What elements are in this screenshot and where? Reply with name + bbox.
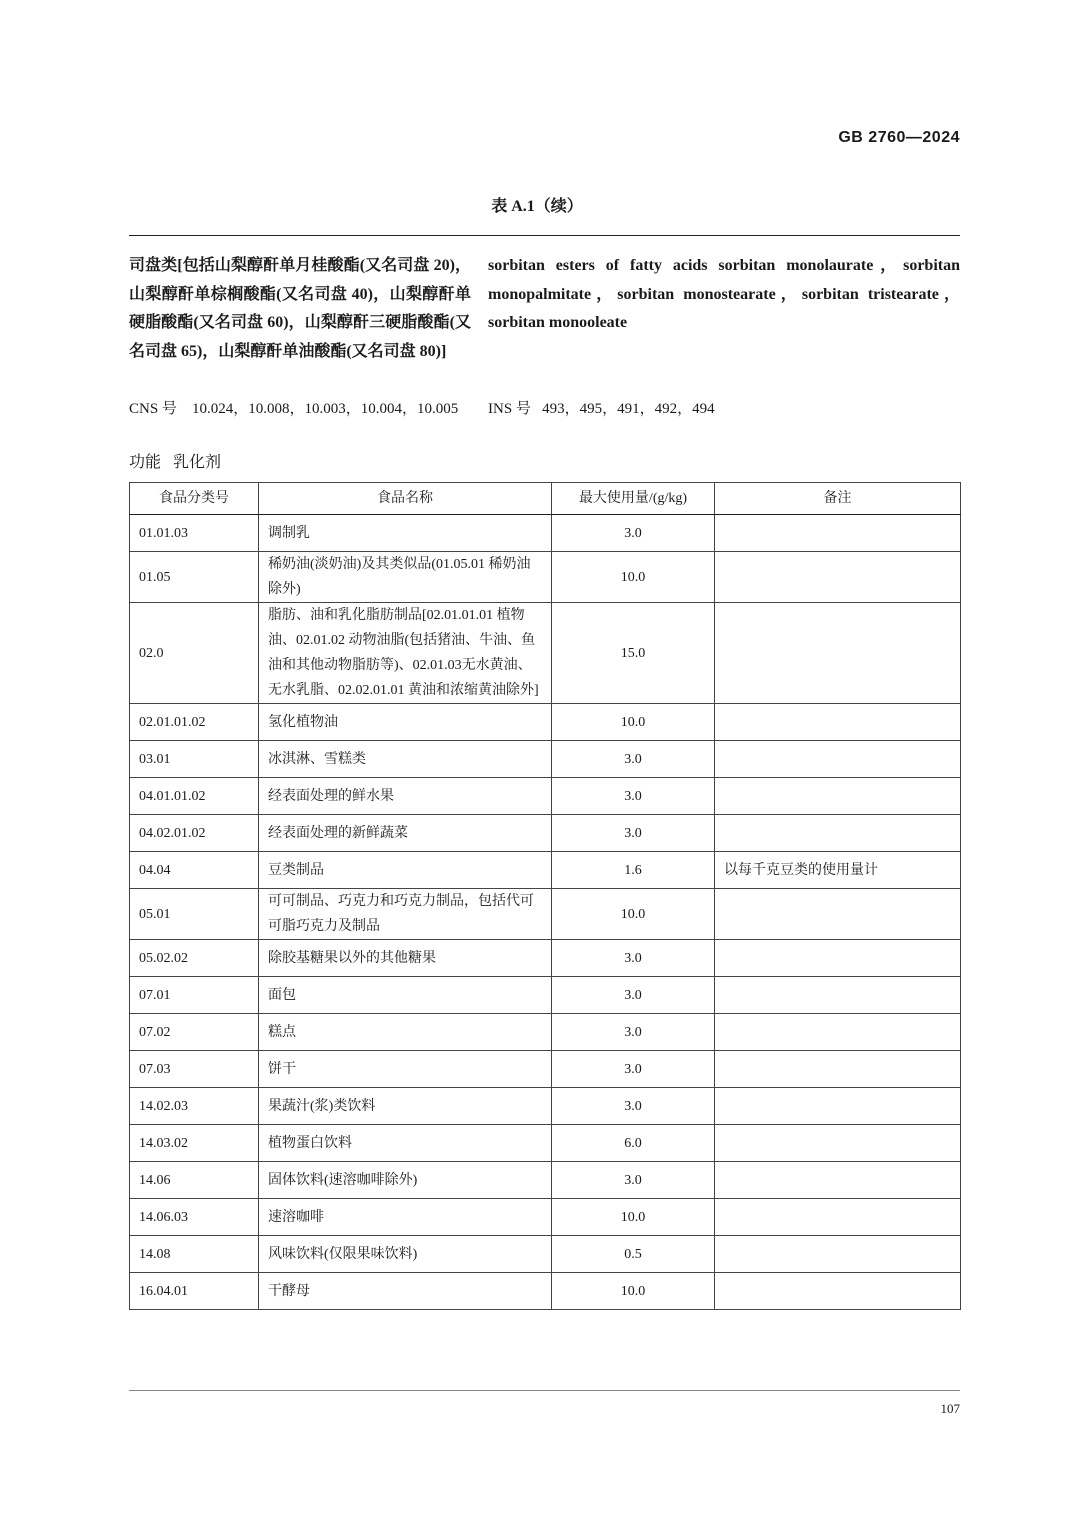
food-name-cell: 果蔬汁(浆)类饮料: [259, 1088, 552, 1125]
remarks-cell: [715, 1199, 961, 1236]
top-rule: [129, 235, 960, 236]
category-code-cell: 04.04: [130, 852, 259, 889]
remarks-cell: [715, 778, 961, 815]
ins-label: INS 号: [488, 401, 531, 417]
food-name-cell: 饼干: [259, 1051, 552, 1088]
ins-value: 493，495，491，492，494: [542, 401, 715, 417]
cns-number: [129, 395, 474, 423]
remarks-cell: [715, 1014, 961, 1051]
food-name-cell: 脂肪、油和乳化脂肪制品[02.01.01.01 植物油、02.01.02 动物油脂(包括猪油、牛油、鱼油和其他动物脂肪等)、02.01.03无水黄油、无水乳脂、02.02.01.01 黄油和浓缩黄油除外]: [259, 603, 552, 704]
max-usage-cell: 3.0: [552, 515, 715, 552]
table-row: [130, 977, 961, 1014]
remarks-cell: [715, 815, 961, 852]
table-row: [130, 778, 961, 815]
cns-label: CNS 号: [129, 401, 177, 417]
food-name-cell: 稀奶油(淡奶油)及其类似品(01.05.01 稀奶油除外): [259, 552, 552, 603]
food-name-cell: 固体饮料(速溶咖啡除外): [259, 1162, 552, 1199]
category-code-cell: 14.03.02: [130, 1125, 259, 1162]
cns-value: 10.024，10.008，10.003，10.004，10.005: [191, 401, 459, 417]
category-code-cell: 02.01.01.02: [130, 704, 259, 741]
table-row: [130, 552, 961, 603]
food-name-cell: 冰淇淋、雪糕类: [259, 741, 552, 778]
table-row: [130, 815, 961, 852]
table-row: [130, 1051, 961, 1088]
max-usage-cell: 1.6: [552, 852, 715, 889]
max-usage-cell: 6.0: [552, 1125, 715, 1162]
column-header-max-usage: 最大使用量/(g/kg): [552, 483, 715, 515]
function: [129, 451, 221, 475]
food-name-cell: 豆类制品: [259, 852, 552, 889]
max-usage-cell: 15.0: [552, 603, 715, 704]
category-code-cell: 01.01.03: [130, 515, 259, 552]
food-name-cell: 氢化植物油: [259, 704, 552, 741]
max-usage-cell: 3.0: [552, 1162, 715, 1199]
remarks-cell: [715, 741, 961, 778]
food-name-cell: 调制乳: [259, 515, 552, 552]
table-row: [130, 1273, 961, 1310]
function-value: 乳化剂: [173, 454, 222, 471]
category-code-cell: 04.02.01.02: [130, 815, 259, 852]
table-row: [130, 1125, 961, 1162]
table-row: [130, 889, 961, 940]
max-usage-cell: 3.0: [552, 940, 715, 977]
table-row: [130, 704, 961, 741]
category-code-cell: 14.08: [130, 1236, 259, 1273]
additive-english-name: sorbitan esters of fatty acids sorbitan monolaurate，sorbitan monopalmitate，sorbitan monostearate，sorbitan tristearate，sorbitan monooleate: [488, 257, 960, 331]
remarks-cell: [715, 1273, 961, 1310]
max-usage-cell: 0.5: [552, 1236, 715, 1273]
table-row: [130, 515, 961, 552]
food-name-cell: 经表面处理的鲜水果: [259, 778, 552, 815]
remarks-cell: [715, 704, 961, 741]
remarks-cell: [715, 1088, 961, 1125]
table-row: [130, 940, 961, 977]
remarks-cell: [715, 1162, 961, 1199]
category-code-cell: 14.06: [130, 1162, 259, 1199]
category-code-cell: 04.01.01.02: [130, 778, 259, 815]
max-usage-cell: 10.0: [552, 552, 715, 603]
food-name-cell: 面包: [259, 977, 552, 1014]
remarks-cell: [715, 515, 961, 552]
category-code-cell: 05.02.02: [130, 940, 259, 977]
function-label: 功能: [129, 454, 162, 471]
usage-table: [129, 482, 961, 1310]
food-name-cell: 植物蛋白饮料: [259, 1125, 552, 1162]
standard-number: GB 2760—2024: [838, 129, 960, 146]
bottom-rule: [129, 1390, 960, 1391]
food-name-cell: 风味饮料(仅限果味饮料): [259, 1236, 552, 1273]
max-usage-cell: 3.0: [552, 815, 715, 852]
remarks-cell: [715, 1236, 961, 1273]
remarks-cell: [715, 940, 961, 977]
max-usage-cell: 10.0: [552, 889, 715, 940]
category-code-cell: 14.02.03: [130, 1088, 259, 1125]
max-usage-cell: 3.0: [552, 778, 715, 815]
category-code-cell: 16.04.01: [130, 1273, 259, 1310]
food-name-cell: 可可制品、巧克力和巧克力制品，包括代可可脂巧克力及制品: [259, 889, 552, 940]
additive-chinese-name: 司盘类[包括山梨醇酐单月桂酸酯(又名司盘 20)，山梨醇酐单棕榈酸酯(又名司盘 40)，山梨醇酐单硬脂酸酯(又名司盘 60)，山梨醇酐三硬脂酸酯(又名司盘 65)，山梨醇酐单油酸酯(又名司盘 80)]: [129, 257, 471, 360]
page-number: 107: [940, 1401, 960, 1416]
remarks-cell: [715, 889, 961, 940]
remarks-cell: [715, 977, 961, 1014]
remarks-cell: [715, 1125, 961, 1162]
category-code-cell: 01.05: [130, 552, 259, 603]
remarks-cell: [715, 603, 961, 704]
remarks-cell: [715, 1051, 961, 1088]
table-row: [130, 852, 961, 889]
remarks-cell: 以每千克豆类的使用量计: [715, 852, 961, 889]
food-name-cell: 除胶基糖果以外的其他糖果: [259, 940, 552, 977]
category-code-cell: 07.01: [130, 977, 259, 1014]
table-row: [130, 1199, 961, 1236]
column-header-remarks: 备注: [715, 483, 961, 515]
ins-number: [488, 395, 715, 423]
table-row: [130, 1088, 961, 1125]
max-usage-cell: 3.0: [552, 1051, 715, 1088]
max-usage-cell: 3.0: [552, 741, 715, 778]
column-header-category-code: 食品分类号: [130, 483, 259, 515]
max-usage-cell: 3.0: [552, 1014, 715, 1051]
category-code-cell: 02.0: [130, 603, 259, 704]
table-title: 表 A.1（续）: [491, 198, 583, 215]
table-row: [130, 603, 961, 704]
food-name-cell: 干酵母: [259, 1273, 552, 1310]
category-code-cell: 14.06.03: [130, 1199, 259, 1236]
table-row: [130, 1236, 961, 1273]
max-usage-cell: 10.0: [552, 1199, 715, 1236]
table-row: [130, 741, 961, 778]
max-usage-cell: 10.0: [552, 1273, 715, 1310]
category-code-cell: 03.01: [130, 741, 259, 778]
category-code-cell: 07.02: [130, 1014, 259, 1051]
column-header-food-name: 食品名称: [259, 483, 552, 515]
food-name-cell: 速溶咖啡: [259, 1199, 552, 1236]
food-name-cell: 糕点: [259, 1014, 552, 1051]
table-row: [130, 1162, 961, 1199]
max-usage-cell: 3.0: [552, 977, 715, 1014]
max-usage-cell: 10.0: [552, 704, 715, 741]
category-code-cell: 05.01: [130, 889, 259, 940]
food-name-cell: 经表面处理的新鲜蔬菜: [259, 815, 552, 852]
remarks-cell: [715, 552, 961, 603]
category-code-cell: 07.03: [130, 1051, 259, 1088]
table-row: [130, 1014, 961, 1051]
max-usage-cell: 3.0: [552, 1088, 715, 1125]
